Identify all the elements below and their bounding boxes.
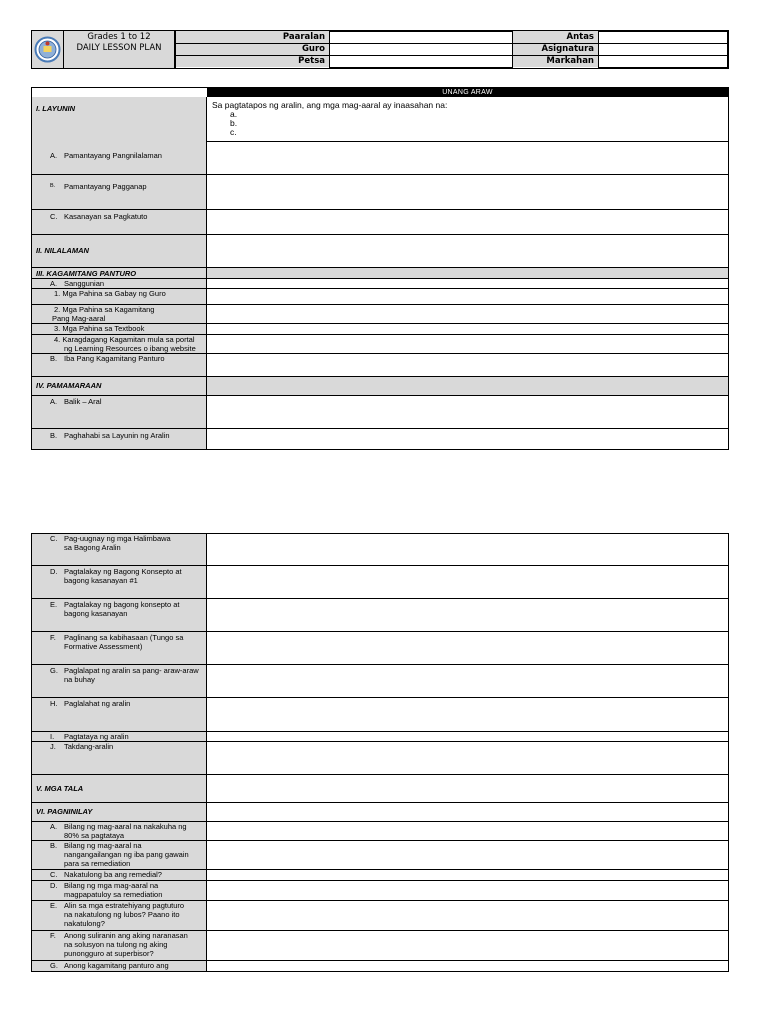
learner-material-pages-label: 2. Mga Pahina sa Kagamitang <box>54 305 155 314</box>
objectives-intro: Sa pagtatapos ng aralin, ang mga mag-aaral ay inaasahan na: <box>212 100 448 110</box>
materials-used-label: Anong kagamitang panturo ang <box>64 961 169 970</box>
new-concept-2-label-2: bagong kasanayan <box>64 609 128 618</box>
content-standard-label: Pamantayang Pangnilalaman <box>64 151 162 160</box>
lesson-table-part2 <box>31 533 729 972</box>
label-teacher: Guro <box>176 43 329 55</box>
references-label: Sanggunian <box>64 279 105 288</box>
additional-materials-cell[interactable] <box>207 335 728 353</box>
generalization-label: Paglalahat ng aralin <box>64 699 131 708</box>
other-materials-label: Iba Pang Kagamitang Panturo <box>64 354 165 363</box>
new-concept-1-label: Pagtalakay ng Bagong Konsepto at <box>64 567 182 576</box>
references-cell[interactable] <box>207 279 728 288</box>
row-assignment: J. Takdang-aralin <box>32 742 728 775</box>
row-content-standard: A. Pamantayang Pangnilalaman <box>32 142 728 175</box>
row-generalization: H. Paglalahat ng aralin <box>32 698 728 732</box>
row-continue-remediation: D. Bilang ng mga mag-aaral na magpapatuloy sa remediation <box>32 881 728 901</box>
row-teacher-guide-pages <box>32 289 728 305</box>
row-mastery: F. Paglinang sa kabihasaan (Tungo sa Formative Assessment) <box>32 632 728 665</box>
textbook-pages-label: 3. Mga Pahina sa Textbook <box>32 324 207 334</box>
remediation-needed-cell[interactable] <box>207 841 728 869</box>
content-label: II. NILALAMAN <box>32 235 207 267</box>
notes-cell[interactable] <box>207 775 728 802</box>
application-label-2: na buhay <box>64 675 95 684</box>
problems-label: Anong suliranin ang aking naranasan <box>64 931 188 940</box>
row-strategies: E. Alin sa mga estratehiyang pagtuturo na nakatulong ng lubos? Paano ito nakatulong? <box>32 901 728 931</box>
row-purpose: B. Paghahabi sa Layunin ng Aralin <box>32 429 728 449</box>
label-subject: Asignatura <box>513 43 598 55</box>
strategies-cell[interactable] <box>207 901 728 930</box>
row-application: G. Paglalapat ng aralin sa pang- araw-araw na buhay <box>32 665 728 698</box>
teacher-guide-pages-label: 1. Mga Pahina sa Gabay ng Guro <box>32 289 207 304</box>
objective-b: b. <box>230 118 238 128</box>
row-new-concept-2: E. Pagtalakay ng bagong konsepto at bagong kasanayan <box>32 599 728 632</box>
purpose-cell[interactable] <box>207 429 728 449</box>
lesson-table-part1 <box>31 87 729 450</box>
examples-label-2: sa Bagong Aralin <box>64 543 121 552</box>
students-80-cell[interactable] <box>207 822 728 840</box>
content-cell[interactable] <box>207 235 728 267</box>
evaluation-cell[interactable] <box>207 732 728 741</box>
problems-cell[interactable] <box>207 931 728 960</box>
row-references: A. Sanggunian <box>32 279 728 289</box>
row-content <box>32 235 728 268</box>
row-problems: F. Anong suliranin ang aking naranasan na solusyon na tulong ng aking punongguro at superbisor? <box>32 931 728 961</box>
assignment-cell[interactable] <box>207 742 728 774</box>
plan-name: DAILY LESSON PLAN <box>76 43 162 53</box>
row-textbook-pages <box>32 324 728 335</box>
continue-remediation-cell[interactable] <box>207 881 728 900</box>
row-notes <box>32 775 728 803</box>
row-other-materials: B. Iba Pang Kagamitang Panturo <box>32 354 728 377</box>
reflection-label: VI. PAGNINILAY <box>32 803 207 821</box>
row-competency: C. Kasanayan sa Pagkatuto <box>32 210 728 235</box>
generalization-cell[interactable] <box>207 698 728 731</box>
plan-grades: Grades 1 to 12 <box>87 32 151 42</box>
row-learner-material-pages <box>32 305 728 324</box>
application-label: Paglalapat ng aralin sa pang- araw-araw <box>64 666 199 675</box>
mastery-label-2: Formative Assessment) <box>64 642 143 651</box>
additional-materials-label: 4. Karagdagang Kagamitan mula sa portal <box>54 335 195 344</box>
date-field[interactable] <box>329 55 513 68</box>
strategies-label-2: na nakatulong ng lubos? Paano ito <box>64 910 180 919</box>
row-review: A. Balik – Aral <box>32 396 728 429</box>
reflection-cell[interactable] <box>207 803 728 821</box>
row-procedure <box>32 377 728 396</box>
row-additional-materials <box>32 335 728 354</box>
row-materials <box>32 268 728 279</box>
learner-material-pages-label-2: Pang Mag-aaral <box>52 314 106 323</box>
objective-c: c. <box>230 127 237 137</box>
row-materials-used: G. Anong kagamitang panturo ang <box>32 961 728 971</box>
strategies-label: Alin sa mga estratehiyang pagtuturo <box>64 901 185 910</box>
new-concept-1-label-2: bagong kasanayan #1 <box>64 576 138 585</box>
objective-a: a. <box>230 109 238 119</box>
label-quarter: Markahan <box>513 55 598 67</box>
continue-remediation-label: Bilang ng mga mag-aaral na <box>64 881 159 890</box>
remediation-needed-label: Bilang ng mag-aaral na <box>64 841 142 850</box>
examples-cell[interactable] <box>207 534 728 565</box>
new-concept-1-cell[interactable] <box>207 566 728 598</box>
row-remedial-helped: C. Nakatulong ba ang remedial? <box>32 870 728 881</box>
label-school: Paaralan <box>176 31 329 43</box>
plan-title <box>64 31 175 68</box>
materials-used-cell[interactable] <box>207 961 728 971</box>
mastery-label: Paglinang sa kabihasaan (Tungo sa <box>64 633 184 642</box>
other-materials-cell[interactable] <box>207 354 728 376</box>
new-concept-2-cell[interactable] <box>207 599 728 631</box>
purpose-label: Paghahabi sa Layunin ng Aralin <box>64 431 170 440</box>
row-evaluation: I. Pagtataya ng aralin <box>32 732 728 742</box>
additional-materials-label-2: ng Learning Resources o ibang website <box>64 344 196 353</box>
competency-label: Kasanayan sa Pagkatuto <box>64 212 148 221</box>
deped-seal-icon <box>32 31 64 68</box>
row-objectives <box>32 88 728 142</box>
row-students-80: A. Bilang ng mag-aaral na nakakuha ng 80% sa pagtataya <box>32 822 728 841</box>
label-grade: Antas <box>513 31 598 43</box>
students-80-label-2: 80% sa pagtataya <box>64 831 125 840</box>
performance-standard-label: Pamantayang Pagganap <box>64 182 147 191</box>
day-banner: UNANG ARAW <box>207 88 728 97</box>
strategies-label-3: nakatulong? <box>64 919 105 928</box>
assignment-label: Takdang-aralin <box>64 742 114 751</box>
performance-standard-cell[interactable] <box>207 175 728 209</box>
notes-label: V. MGA TALA <box>32 775 207 802</box>
content-standard-cell[interactable] <box>207 142 728 174</box>
new-concept-2-label: Pagtalakay ng bagong konsepto at <box>64 600 180 609</box>
application-cell[interactable] <box>207 665 728 697</box>
remedial-helped-label: Nakatulong ba ang remedial? <box>64 870 162 879</box>
objectives-label: I. LAYUNIN <box>32 97 207 142</box>
label-date: Petsa <box>176 55 329 67</box>
competency-cell[interactable] <box>207 210 728 234</box>
objectives-cell[interactable] <box>207 99 728 144</box>
row-examples: C. Pag-uugnay ng mga Halimbawa sa Bagong Aralin <box>32 534 728 566</box>
header-table <box>31 30 729 69</box>
procedure-label: IV. PAMAMARAAN <box>32 377 207 395</box>
examples-label: Pag-uugnay ng mga Halimbawa <box>64 534 171 543</box>
learner-material-pages-cell[interactable] <box>207 305 728 323</box>
remediation-needed-label-2: nangangailangan ng iba pang gawain <box>64 850 189 859</box>
students-80-label: Bilang ng mag-aaral na nakakuha ng <box>64 822 187 831</box>
evaluation-label: Pagtataya ng aralin <box>64 732 129 741</box>
review-cell[interactable] <box>207 396 728 428</box>
review-label: Balik – Aral <box>64 397 102 406</box>
quarter-field[interactable] <box>598 55 728 68</box>
teacher-guide-pages-cell[interactable] <box>207 289 728 304</box>
remedial-helped-cell[interactable] <box>207 870 728 880</box>
remediation-needed-label-3: para sa remediation <box>64 859 131 868</box>
row-reflection <box>32 803 728 822</box>
row-remediation-needed: B. Bilang ng mag-aaral na nangangailangan ng iba pang gawain para sa remediation <box>32 841 728 870</box>
row-performance-standard: B. Pamantayang Pagganap <box>32 175 728 210</box>
materials-label: III. KAGAMITANG PANTURO <box>32 268 207 278</box>
textbook-pages-cell[interactable] <box>207 324 728 334</box>
mastery-cell[interactable] <box>207 632 728 664</box>
problems-label-3: punongguro at superbisor? <box>64 949 154 958</box>
row-new-concept-1: D. Pagtalakay ng Bagong Konsepto at bagong kasanayan #1 <box>32 566 728 599</box>
problems-label-2: na solusyon na tulong ng aking <box>64 940 168 949</box>
continue-remediation-label-2: magpapatuloy sa remediation <box>64 890 163 899</box>
